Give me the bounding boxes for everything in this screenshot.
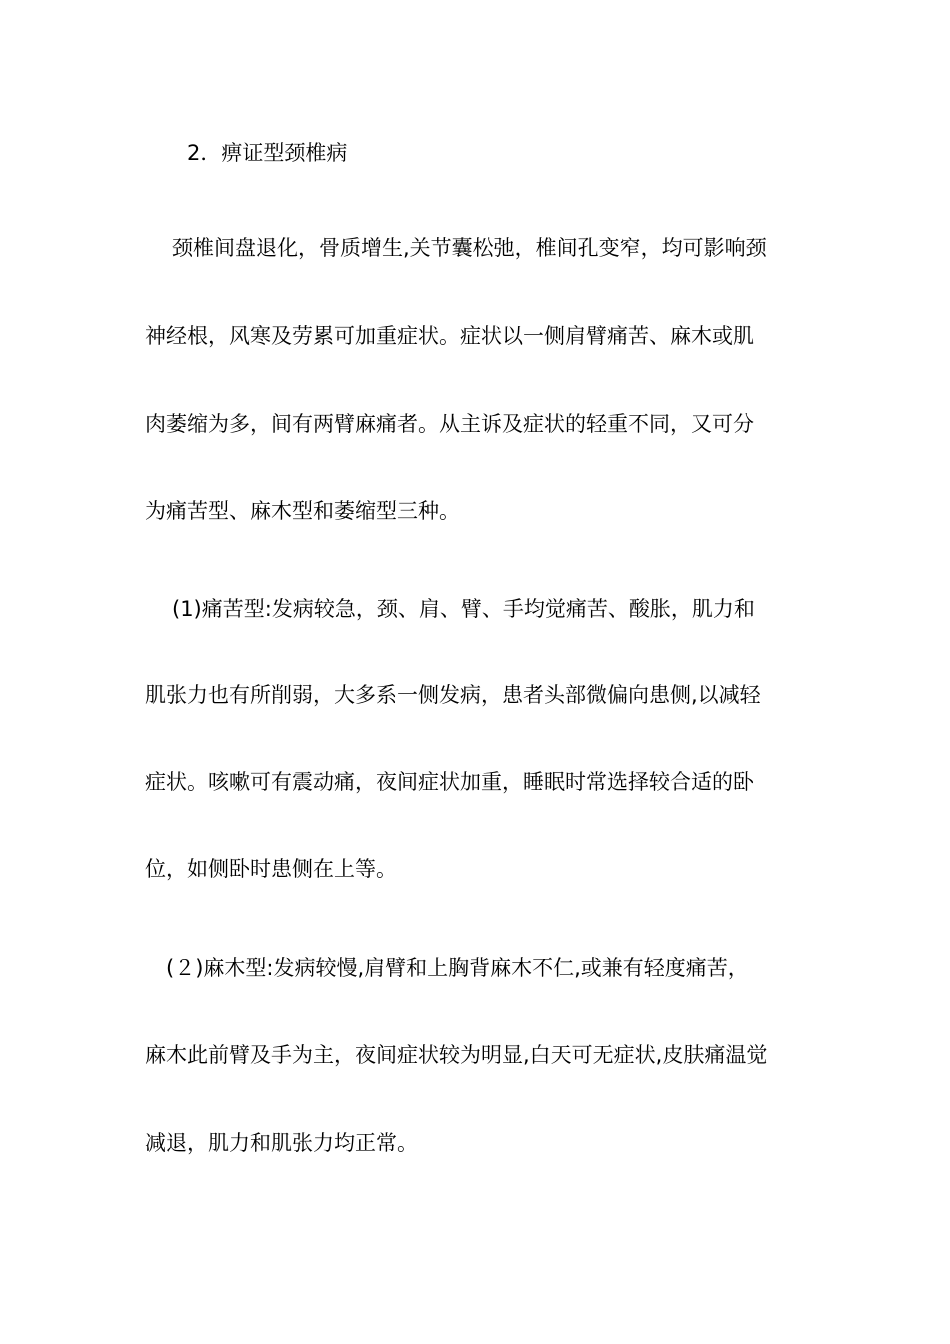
paragraph-line: 位，如侧卧时患侧在上等。 bbox=[145, 857, 397, 881]
paragraph-line: 减退，肌力和肌张力均正常。 bbox=[145, 1131, 418, 1155]
paragraph-line: (1)痛苦型:发病较急，颈、肩、臂、手均觉痛苦、酸胀，肌力和 bbox=[172, 597, 755, 621]
paragraph-line: 麻木此前臂及手为主，夜间症状较为明显,白天可无症状,皮肤痛温觉 bbox=[145, 1043, 768, 1067]
paragraph-line: 为痛苦型、麻木型和萎缩型三种。 bbox=[145, 499, 460, 523]
paragraph-line: 症状。咳嗽可有震动痛，夜间症状加重，睡眠时常选择较合适的卧 bbox=[145, 770, 754, 794]
paragraph-line: 肌张力也有所削弱，大多系一侧发病，患者头部微偏向患侧,以减轻 bbox=[145, 683, 761, 707]
paragraph-line: 神经根，风寒及劳累可加重症状。症状以一侧肩臂痛苦、麻木或肌 bbox=[145, 324, 754, 348]
paragraph-line: 肉萎缩为多，间有两臂麻痛者。从主诉及症状的轻重不同，又可分 bbox=[145, 412, 754, 436]
paragraph-line: 颈椎间盘退化，骨质增生,关节囊松弛，椎间孔变窄，均可影响颈 bbox=[172, 236, 767, 260]
section-heading: 2．痹证型颈椎病 bbox=[187, 141, 348, 165]
paragraph-line: (２)麻木型:发病较慢,肩臂和上胸背麻木不仁,或兼有轻度痛苦， bbox=[166, 956, 749, 980]
